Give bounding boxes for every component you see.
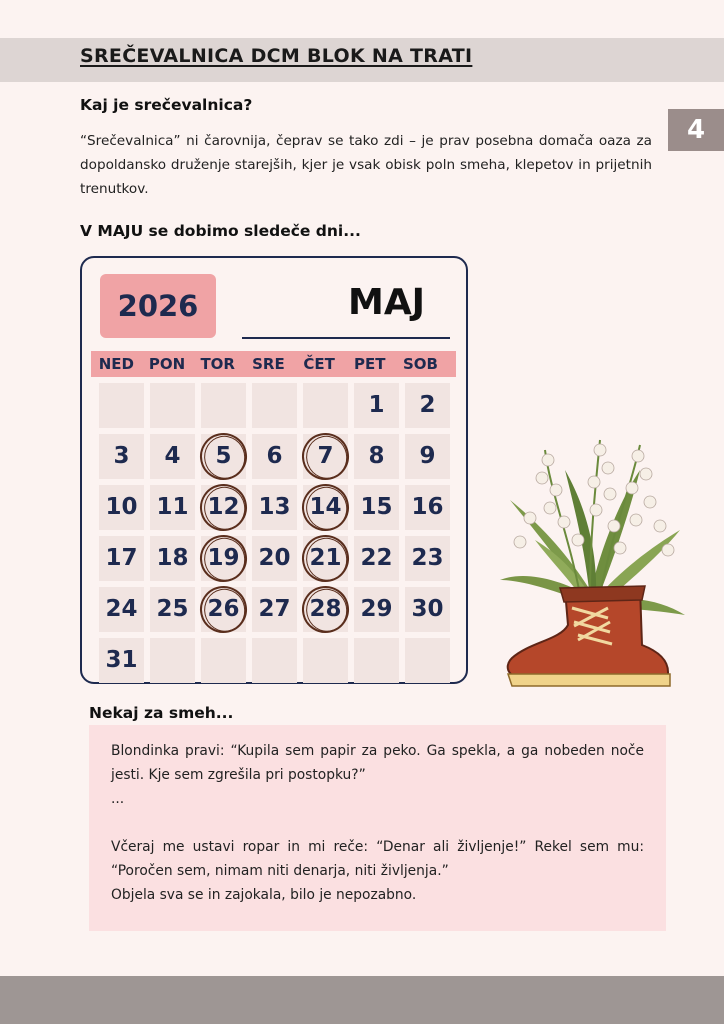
calendar-day	[303, 485, 348, 530]
calendar-day-number: 27	[258, 596, 291, 622]
calendar-day	[405, 536, 450, 581]
calendar-day	[150, 587, 195, 632]
calendar-day	[201, 434, 246, 479]
calendar-day-number: 28	[309, 596, 342, 622]
weekday-label: PET	[354, 355, 386, 373]
calendar-empty-cell	[201, 638, 246, 683]
intro-text: “Srečevalnica” ni čarovnija, čeprav se tako zdi – je prav posebna domača oaza za dopoldansko druženje starejših, kjer je vsak obisk poln smeha, klepetov in prijetnih trenutkov.	[80, 133, 652, 197]
calendar-day-number: 16	[411, 494, 444, 520]
calendar-day	[150, 536, 195, 581]
weekday-label: ČET	[303, 355, 335, 373]
calendar-day	[99, 434, 144, 479]
calendar-day	[150, 434, 195, 479]
calendar-day	[303, 434, 348, 479]
calendar-empty-cell	[99, 383, 144, 428]
weekday-label: PON	[148, 355, 186, 373]
jokes-heading: Nekaj za smeh...	[89, 704, 234, 722]
calendar-day-number: 2	[419, 392, 436, 418]
calendar-year: 2026	[100, 274, 216, 338]
calendar-day-number: 14	[309, 494, 342, 520]
calendar-day	[354, 485, 399, 530]
meeting-day-circle	[196, 531, 252, 587]
calendar-day-number: 12	[207, 494, 240, 520]
calendar-day-number: 21	[309, 545, 342, 571]
jokes-box	[89, 725, 666, 931]
calendar-day	[354, 536, 399, 581]
calendar-day-number: 5	[215, 443, 232, 469]
calendar-day-number: 6	[266, 443, 283, 469]
calendar-day-number: 31	[105, 647, 138, 673]
weekday-header	[91, 351, 456, 377]
weekday-label: NED	[98, 355, 134, 373]
calendar-empty-cell	[252, 383, 297, 428]
calendar-day	[303, 536, 348, 581]
month-underline	[242, 337, 450, 339]
weekday-label: SRE	[252, 355, 285, 373]
meeting-day-circle	[298, 531, 354, 587]
calendar-day	[201, 587, 246, 632]
lily-of-the-valley-boot-icon	[490, 430, 690, 690]
calendar-day	[99, 485, 144, 530]
calendar-day	[252, 536, 297, 581]
weekday-label: TOR	[200, 355, 235, 373]
calendar-empty-cell	[150, 383, 195, 428]
calendar-day-number: 19	[207, 545, 240, 571]
calendar-day-number: 9	[419, 443, 436, 469]
calendar-day-number: 11	[156, 494, 189, 520]
calendar-empty-cell	[303, 638, 348, 683]
joke-2: Včeraj me ustavi ropar in mi reče: “Denar ali življenje!” Rekel sem mu: “Poročen sem, nimam niti denarja, niti življenja.”	[111, 839, 644, 879]
calendar-day-number: 4	[164, 443, 181, 469]
meeting-day-circle	[196, 582, 252, 638]
calendar-day-number: 23	[411, 545, 444, 571]
page-number: 4	[668, 109, 724, 151]
schedule-heading: V MAJU se dobimo sledeče dni...	[80, 222, 361, 240]
calendar-day	[354, 587, 399, 632]
calendar-empty-cell	[354, 638, 399, 683]
calendar-day	[354, 383, 399, 428]
meeting-day-circle	[196, 480, 252, 536]
page-title: SREČEVALNICA DCM BLOK NA TRATI	[80, 45, 473, 67]
calendar-day	[303, 587, 348, 632]
calendar-day-number: 8	[368, 443, 385, 469]
calendar-day	[201, 485, 246, 530]
calendar-grid	[99, 383, 451, 683]
calendar-day	[405, 587, 450, 632]
calendar-day-number: 22	[360, 545, 393, 571]
calendar-day	[201, 536, 246, 581]
calendar-day-number: 24	[105, 596, 138, 622]
meeting-day-circle	[298, 582, 354, 638]
joke-spacer	[111, 811, 644, 835]
calendar-day-number: 18	[156, 545, 189, 571]
calendar-day	[252, 434, 297, 479]
calendar-day-number: 20	[258, 545, 291, 571]
calendar-day	[354, 434, 399, 479]
calendar-day	[99, 638, 144, 683]
calendar-day	[405, 434, 450, 479]
calendar-day-number: 7	[317, 443, 334, 469]
calendar-day	[99, 536, 144, 581]
footer-band	[0, 976, 724, 1024]
intro-heading: Kaj je srečevalnica?	[80, 96, 253, 114]
calendar	[80, 256, 468, 684]
calendar-day-number: 29	[360, 596, 393, 622]
calendar-empty-cell	[405, 638, 450, 683]
calendar-empty-cell	[252, 638, 297, 683]
meeting-day-circle	[298, 429, 354, 485]
calendar-day-number: 17	[105, 545, 138, 571]
calendar-empty-cell	[150, 638, 195, 683]
calendar-day	[405, 383, 450, 428]
calendar-day-number: 25	[156, 596, 189, 622]
calendar-day-number: 10	[105, 494, 138, 520]
calendar-day-number: 15	[360, 494, 393, 520]
calendar-day	[150, 485, 195, 530]
calendar-day	[252, 587, 297, 632]
meeting-day-circle	[196, 429, 252, 485]
joke-1: Blondinka pravi: “Kupila sem papir za peko. Ga spekla, a ga nobeden noče jesti. Kje sem zgrešila pri postopku?”	[111, 743, 644, 783]
calendar-day-number: 30	[411, 596, 444, 622]
calendar-day	[405, 485, 450, 530]
calendar-day-number: 1	[368, 392, 385, 418]
calendar-day-number: 3	[113, 443, 130, 469]
joke-separator: ...	[111, 791, 125, 807]
calendar-empty-cell	[201, 383, 246, 428]
calendar-empty-cell	[303, 383, 348, 428]
calendar-day-number: 26	[207, 596, 240, 622]
joke-2-ending: Objela sva se in zajokala, bilo je nepozabno.	[111, 887, 417, 903]
calendar-day-number: 13	[258, 494, 291, 520]
weekday-label: SOB	[402, 355, 438, 373]
calendar-day	[99, 587, 144, 632]
meeting-day-circle	[298, 480, 354, 536]
calendar-day	[252, 485, 297, 530]
calendar-month: MAJ	[348, 282, 426, 323]
